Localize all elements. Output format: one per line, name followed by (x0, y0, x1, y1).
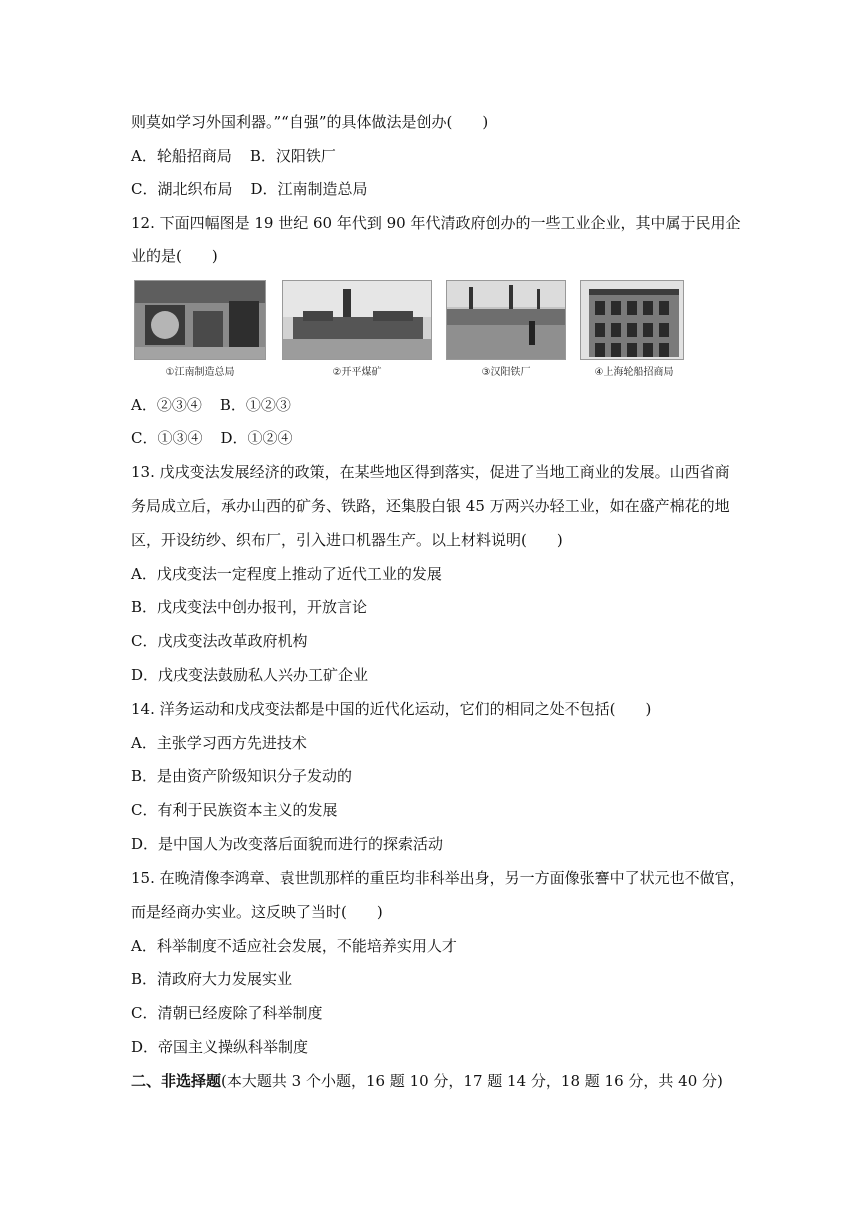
q11-options-row1 (131, 146, 336, 166)
q13-stem-line1: 13. 戊戌变法发展经济的政策，在某些地区得到落实，促进了当地工商业的发展。山西省商 (131, 463, 730, 481)
photo-caption-2: ②开平煤矿 (332, 367, 382, 378)
q12-options-row2 (131, 428, 293, 448)
ironworks-photo (446, 280, 566, 360)
q13-option-b[interactable]: B．戊戌变法中创办报刊，开放言论 (131, 598, 368, 616)
section2-title: 二、非选择题 (131, 1072, 222, 1090)
photo-caption-3: ③汉阳铁厂 (481, 367, 531, 378)
q15-option-c[interactable]: C．清朝已经废除了科举制度 (131, 1004, 323, 1022)
q15-option-b[interactable]: B．清政府大力发展实业 (131, 970, 293, 988)
q12-stem-line2: 业的是( ) (131, 247, 218, 265)
section2-note: (本大题共 3 个小题，16 题 10 分，17 题 14 分，18 题 16 分，共 40 分) (221, 1072, 723, 1090)
building-photo (580, 280, 684, 360)
q12-photo-strip (134, 280, 694, 384)
q12-option-d[interactable]: D．①②④ (220, 429, 293, 447)
q13-stem-line2: 务局成立后，承办山西的矿务、铁路，还集股白银 45 万两兴办轻工业，如在盛产棉花的地 (131, 497, 730, 515)
q11-option-d[interactable]: D．江南制造总局 (250, 180, 368, 198)
coal-mine-photo (282, 280, 432, 360)
q14-option-a[interactable]: A．主张学习西方先进技术 (131, 734, 307, 752)
q15-option-a[interactable]: A．科举制度不适应社会发展，不能培养实用人才 (131, 937, 457, 955)
q12-options-row1 (131, 395, 291, 415)
factory-interior-photo (134, 280, 266, 360)
q12-option-a[interactable]: A．②③④ (131, 396, 202, 414)
q15-stem-line2: 而是经商办实业。这反映了当时( ) (131, 903, 383, 921)
q12-stem-line1: 12. 下面四幅图是 19 世纪 60 年代到 90 年代清政府创办的一些工业企业，其中属于民用企 (131, 214, 741, 232)
q13-option-c[interactable]: C．戊戌变法改革政府机构 (131, 632, 308, 650)
section2-heading (131, 1071, 723, 1091)
q12-option-c[interactable]: C．①③④ (131, 429, 203, 447)
q14-option-d[interactable]: D．是中国人为改变落后面貌而进行的探索活动 (131, 835, 444, 853)
q11-option-b[interactable]: B．汉阳铁厂 (249, 147, 336, 165)
q14-stem: 14. 洋务运动和戊戌变法都是中国的近代化运动，它们的相同之处不包括( ) (131, 700, 652, 718)
q13-option-d[interactable]: D．戊戌变法鼓励私人兴办工矿企业 (131, 666, 369, 684)
q13-stem-line3: 区，开设纺纱、织布厂，引入进口机器生产。以上材料说明( ) (131, 531, 563, 549)
q13-option-a[interactable]: A．戊戌变法一定程度上推动了近代工业的发展 (131, 565, 442, 583)
q14-option-b[interactable]: B．是由资产阶级知识分子发动的 (131, 767, 353, 785)
q12-option-b[interactable]: B．①②③ (219, 396, 291, 414)
q11-options-row2 (131, 179, 368, 199)
q15-stem-line1: 15. 在晚清像李鸿章、袁世凯那样的重臣均非科举出身，另一方面像张謇中了状元也不做官， (131, 869, 745, 887)
q11-stem: 则莫如学习外国利器。”“自强”的具体做法是创办( ) (131, 113, 489, 131)
q11-option-c[interactable]: C．湖北织布局 (131, 180, 233, 198)
q15-option-d[interactable]: D．帝国主义操纵科举制度 (131, 1038, 309, 1056)
photo-caption-4: ④上海轮船招商局 (594, 367, 674, 378)
photo-caption-1: ①江南制造总局 (165, 367, 235, 378)
q11-option-a[interactable]: A．轮船招商局 (131, 147, 232, 165)
q14-option-c[interactable]: C．有利于民族资本主义的发展 (131, 801, 338, 819)
